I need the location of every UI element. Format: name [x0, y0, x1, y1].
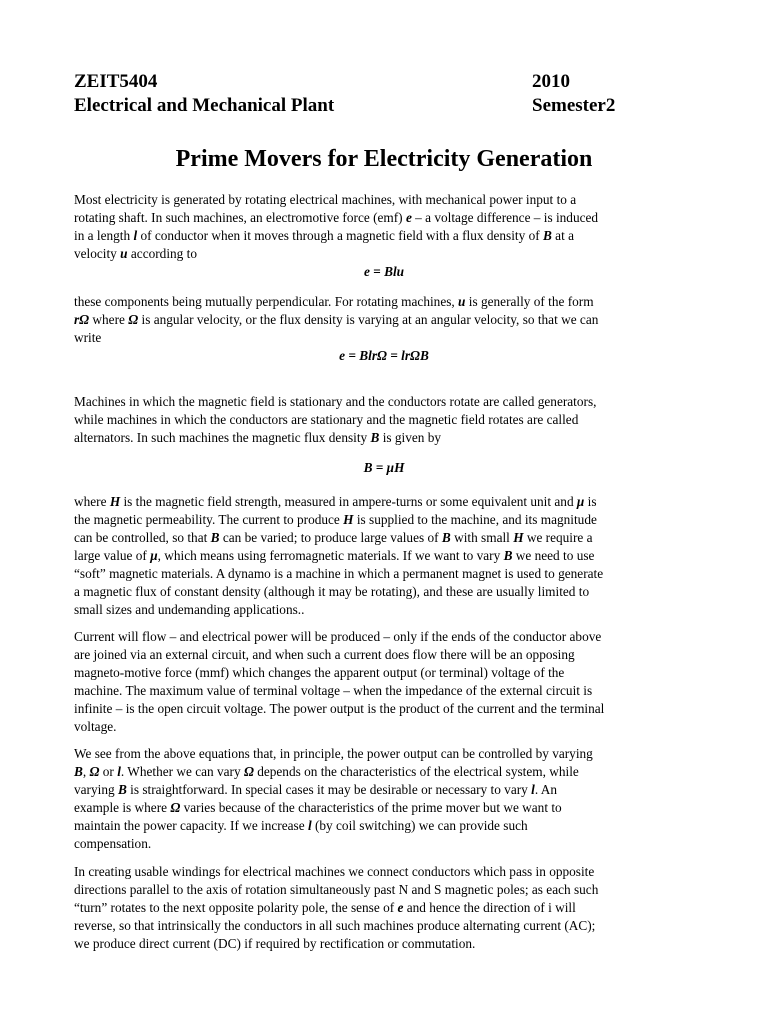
text-line: example is where Ω varies because of the characteristics of the prime mover but we want to — [74, 800, 562, 815]
text-line: small sizes and undemanding applications.. — [74, 602, 305, 617]
text-line: rotating shaft. In such machines, an electromotive force (emf) e – a voltage difference – is induced — [74, 210, 599, 225]
equation-flux-density: B = μH — [363, 460, 405, 475]
text-line: directions parallel to the axis of rotation simultaneously past N and S magnetic poles; as each such — [74, 882, 599, 897]
header-row-1 — [74, 70, 634, 94]
text-line: rΩ where Ω is angular velocity, or the flux density is varying at an angular velocity, so that we can — [74, 312, 599, 327]
text-line: are joined via an external circuit, and when such a current does flow there will be an opposing — [74, 647, 575, 662]
text-line: B, Ω or l. Whether we can vary Ω depends on the characteristics of the electrical system, while — [74, 764, 579, 779]
text-line: can be controlled, so that B can be varied; to produce large values of B with small H we require a — [74, 530, 593, 545]
paragraph-1 — [74, 191, 694, 263]
semester: Semester2 — [532, 95, 616, 116]
text-line: Current will flow – and electrical power will be produced – only if the ends of the conductor above — [74, 629, 602, 644]
text-line: in a length l of conductor when it moves through a magnetic field with a flux density of B at a — [74, 228, 575, 243]
equation-emf-rotating: e = BlrΩ = lrΩB — [339, 348, 429, 363]
text-line: the magnetic permeability. The current to produce H is supplied to the machine, and its magnitude — [74, 512, 597, 527]
course-code: ZEIT5404 — [74, 71, 158, 92]
year: 2010 — [532, 71, 570, 92]
text-line: Machines in which the magnetic field is stationary and the conductors rotate are called generators, — [74, 394, 597, 409]
text-line: voltage. — [74, 719, 117, 734]
text-line: “soft” magnetic materials. A dynamo is a machine in which a permanent magnet is used to generate — [74, 566, 604, 581]
text-line: machine. The maximum value of terminal voltage – when the impedance of the external circuit is — [74, 683, 593, 698]
text-line: velocity u according to — [74, 246, 197, 261]
text-line: while machines in which the conductors are stationary and the magnetic field rotates are called — [74, 412, 579, 427]
header-row-2 — [74, 94, 634, 118]
text-line: alternators. In such machines the magnetic flux density B is given by — [74, 430, 442, 445]
text-line: compensation. — [74, 836, 152, 851]
text-line: large value of μ, which means using ferromagnetic materials. If we want to vary B we need to use — [74, 548, 595, 563]
text-line: In creating usable windings for electrical machines we connect conductors which pass in opposite — [74, 864, 595, 879]
text-line: where H is the magnetic field strength, measured in ampere-turns or some equivalent unit and μ is — [74, 494, 597, 509]
paragraph-5 — [74, 628, 694, 736]
text-line: magneto-motive force (mmf) which changes the apparent output (or terminal) voltage of the — [74, 665, 565, 680]
text-line: We see from the above equations that, in principle, the power output can be controlled by varying — [74, 746, 593, 761]
course-name: Electrical and Mechanical Plant — [74, 95, 335, 116]
text-line: a magnetic flux of constant density (although it may be rotating), and these are usually limited to — [74, 584, 590, 599]
paragraph-3 — [74, 393, 694, 447]
paragraph-4 — [74, 493, 694, 619]
text-line: maintain the power capacity. If we increase l (by coil switching) we can provide such — [74, 818, 528, 833]
text-line: varying B is straightforward. In special cases it may be desirable or necessary to vary l. An — [74, 782, 558, 797]
text-line: “turn” rotates to the next opposite polarity pole, the sense of e and hence the direction of i will — [74, 900, 576, 915]
text-line: Most electricity is generated by rotating electrical machines, with mechanical power input to a — [74, 192, 577, 207]
equation-emf: e = Blu — [363, 264, 405, 279]
text-line: infinite – is the open circuit voltage. The power output is the product of the current and the terminal — [74, 701, 605, 716]
text-line: write — [74, 330, 102, 345]
text-line: these components being mutually perpendicular. For rotating machines, u is generally of the form — [74, 294, 594, 309]
text-line: we produce direct current (DC) if required by rectification or commutation. — [74, 936, 476, 951]
text-line: reverse, so that intrinsically the conductors in all such machines produce alternating current (AC); — [74, 918, 596, 933]
paragraph-7 — [74, 863, 694, 953]
paragraph-6 — [74, 745, 694, 853]
page-title: Prime Movers for Electricity Generation — [175, 146, 593, 172]
paragraph-2 — [74, 293, 694, 347]
